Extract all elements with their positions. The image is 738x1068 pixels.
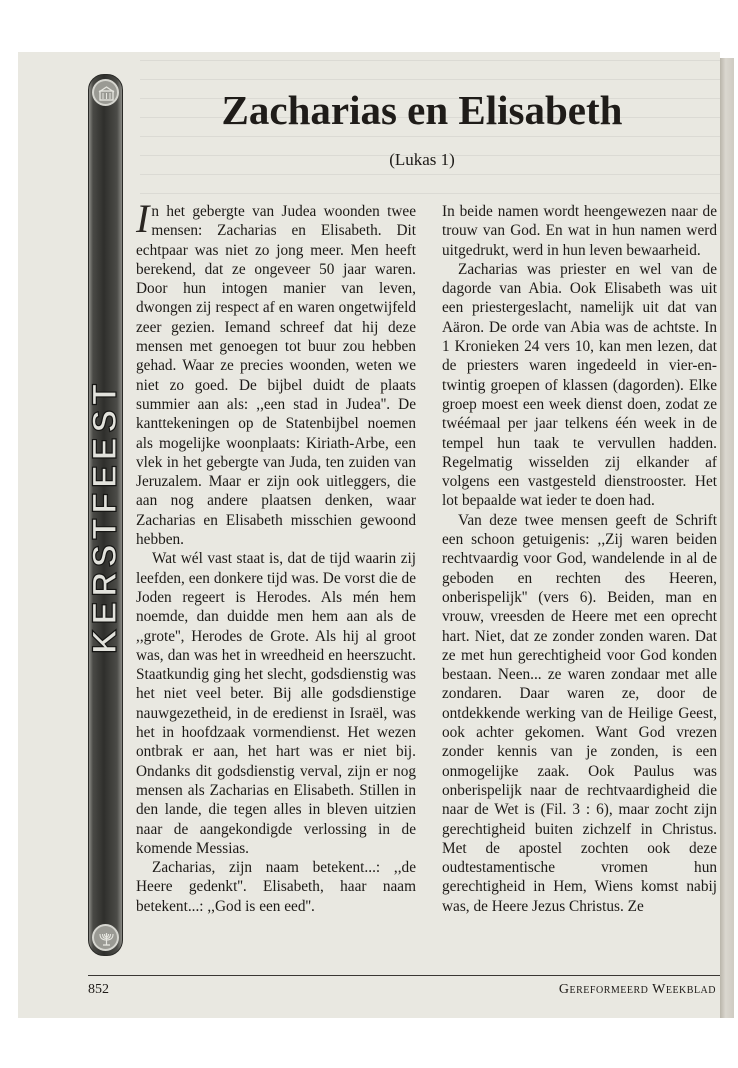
show-through-text [140, 60, 720, 210]
paragraph: Van deze twee mensen geeft de Schrift een schoon getuigenis: ,,Zij waren beiden rechtvaardig voor God, wandelende in al de geboden en rechten des Heeren, onberispelijk'' (vers 6). Beiden, man en vrouw, vreesden de Heere met een oprecht hart. Niet, dat ze zonder zonden waren. Dat ze met hun gerechtigheid voor God konden bestaan. Neen... ze waren zondaar met alle zondaren. Daar waren ze, door de ontdekkende werking van de Heilige Geest, ook achter gekomen. Want God vrezen zonder kennis van je zonden, is een onmogelijke zaak. Ook Paulus was onberispelijk naar de rechtvaardigheid die naar de Wet is (Fil. 3 : 6), maar zocht zijn gerechtigheid buiten zichzelf in Christus. Met de apostel zochten ook deze oudtestamentische vromen hun gerechtigheid in Hem, Wiens komst nabij was, de Heere Jezus Christus. Ze [442, 511, 717, 915]
article-subtitle: (Lukas 1) [389, 150, 455, 169]
paragraph-text: n het gebergte van Judea woonden twee mensen: Zacharias en Elisabeth. Dit echtpaar was niet zo jong meer. Men heeft berekend, dat ze ongeveer 50 jaar waren. Door hun intogen manier van leven, dwongen zij respect af en waren ongetwijfeld zeer gezien. Iemand schreef dat hij deze mensen met genoegen tot buur zou hebben gehad. Waar ze precies woonden, weten we niet zo goed. De bijbel duidt de plaats summier aan als: ,,een stad in Judea''. De kanttekeningen op de Statenbijbel noemen als mogelijke woonplaats: Kiriath-Arbe, een vlek in het gebergte van Juda, ten zuiden van Jeruzalem. Maar er zijn ook uitleggers, die aan nog andere plaatsen denken, waar Zacharias en Elisabeth misschien gewoond hebben. [136, 203, 416, 549]
paragraph [136, 196, 416, 549]
footer-rule [88, 975, 720, 976]
banner-label: KERSTFEEST [86, 379, 124, 654]
facing-page-edge [720, 58, 734, 1018]
running-title: Gereformeerd Weekblad [558, 982, 716, 997]
left-column [136, 196, 416, 916]
paragraph: In beide namen wordt heengewezen naar de trouw van God. En wat in hun namen werd uitgedrukt, werd in hun leven bewaarheid. [442, 203, 717, 259]
right-column [442, 202, 717, 916]
drop-cap: I [136, 196, 150, 241]
page-number: 852 [88, 982, 109, 997]
kerstfeest-banner [88, 74, 123, 956]
menorah-emblem-icon [92, 924, 119, 951]
paragraph: Zacharias was priester en wel van de dagorde van Abia. Ook Elisabeth was uit een priestergeslacht, namelijk uit dat van Aäron. De orde van Abia was de achtste. In 1 Kronieken 24 vers 10, kan men lezen, dat de priesters waren ingedeeld in vier-en-twintig groepen of klassen (dagorden). Elke groep moest een week dienst doen, zodat ze twéémaal per jaar telkens één week in de tempel hun taak te vervullen hadden. Regelmatig wisselden zij elkander af volgens een vastgesteld dienstrooster. Het lot bepaalde wat ieder te doen had. [442, 260, 717, 510]
paragraph: Wat wél vast staat is, dat de tijd waarin zij leefden, een donkere tijd was. De vorst die de Joden regeert is Herodes. Als mén hem noemde, dan duidde men hem aan als de ,,grote'', Herodes de Grote. Als hij al groot was, dan was het in wreedheid en heerszucht. Staatkundig ging het slecht, godsdienstig was het niet veel beter. Bij alle godsdienstige nauwgezetheid, in de eredienst in Israël, was het in hoofdzaak vormendienst. Het wezen ontbrak er aan, het hart was er niet bij. Ondanks dit godsdienstig verval, zijn er nog mensen als Zacharias en Elisabeth. Stillen in den lande, die tegen alles in bleven uitzien naar de aangekondigde verlossing in de komende Messias. [136, 550, 416, 857]
article-title: Zacharias en Elisabeth [221, 87, 623, 133]
paragraph: Zacharias, zijn naam betekent...: ,,de Heere gedenkt''. Elisabeth, haar naam betekent...: ,,God is een eed''. [136, 859, 416, 915]
